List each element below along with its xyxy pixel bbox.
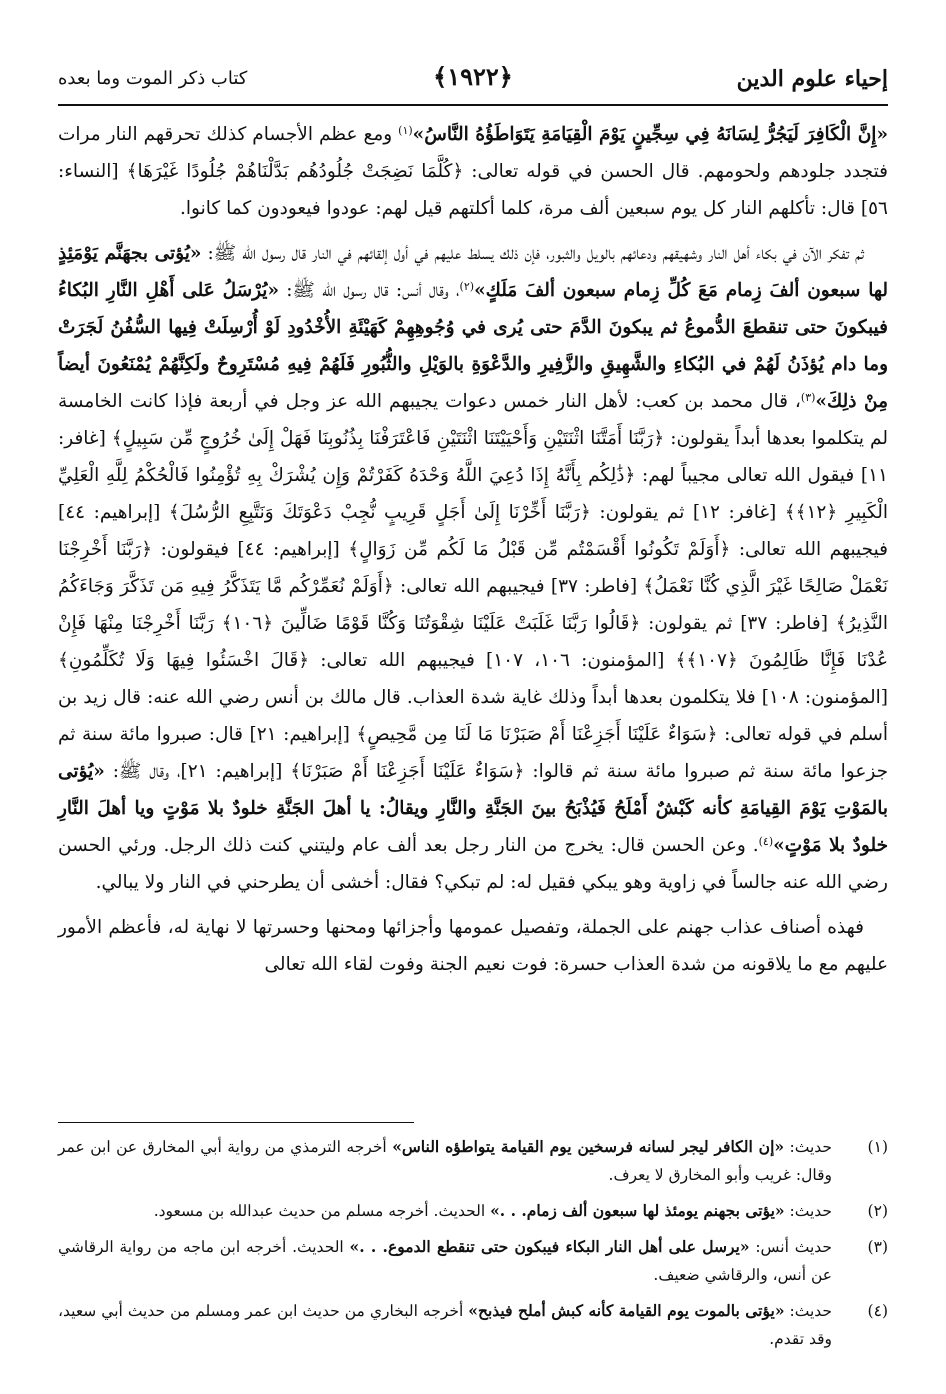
footnote [58,1297,888,1353]
footnote-ref: (٢) [459,280,475,293]
footnote-ref: (٣) [800,391,816,404]
text-run: الحديث. أخرجه مسلم من حديث عبدالله بن مسعود. [153,1202,491,1220]
text-run: حديث: [784,1138,832,1156]
footnote [58,1197,888,1225]
text-run: ومع عظم الأجسام كذلك تحرقهم النار مرات فتجدد جلودهم ولحومهم. قال الحسن في قوله تعالى: ﴿كُلَّمَا نَضِجَتْ جُلُودُهُم بَدَّلْنَاهُمْ جُلُودًا غَيْرَهَا﴾ [النساء: ٥٦] قال: تأكلهم النار كل يوم سبعين ألف مرة، كلما أكلتهم قيل لهم: عودوا فيعودون كما كانوا. [58,124,888,219]
hadith-quote: «يؤتى بجهنم يومئذ لها سبعون ألف زمام. . .» [490,1201,785,1220]
footnotes [58,1133,888,1361]
hadith-quote: «إِنَّ الْكَافِرَ لَيَجُرُّ لِسَانَهُ فِي سِجِّينٍ يَوْمَ الْقِيَامَةِ يَتَوَاطَؤُهُ النَّاسُ» [412,124,889,145]
footnote-number: (٤) [867,1302,888,1320]
text-run: حديث: [784,1202,832,1220]
book-title: إحياء علوم الدين [736,66,888,92]
footnote-number: (٣) [867,1238,888,1256]
text-run: ثم تفكر الآن في بكاء أهل النار وشهيقهم ودعائهم بالويل والثبور، فإن ذلك يسلط عليهم في أول إلقائهم في النار قال رسول الله ﷺ: [201,243,864,264]
header-divider [58,104,888,106]
footnote-divider [58,1122,414,1123]
text-run: حديث: [784,1302,832,1320]
text-run: . وعن الحسن قال: يخرج من النار رجل بعد ألف عام وليتني كنت ذلك الرجل. ورئي الحسن رضي الله عنه جالساً في زاوية وهو يبكي فقيل له: لم تبكي؟ فقال: أخشى أن يطرحني في النار ولا يبالي. [58,835,888,893]
text-run: ، قال محمد بن كعب: لأهل النار خمس دعوات يجيبهم الله عز وجل في أربعة فإذا كانت الخامسة لم يتكلموا بعدها أبداً يقولون: ﴿رَبَّنَا أَمَتَّنَا اثْنَتَيْنِ وَأَحْيَيْتَنَا اثْنَتَيْنِ فَاعْتَرَفْنَا بِذُنُوبِنَا فَهَلْ إِلَىٰ خُرُوجٍ مِّن سَبِيلٍ﴾ [غافر: ١١] فيقول الله تعالى مجيباً لهم: ﴿ذَٰلِكُم بِأَنَّهُ إِذَا دُعِيَ اللَّهُ وَحْدَهُ كَفَرْتُمْ وَإِن يُشْرَكْ بِهِ تُؤْمِنُوا فَالْحُكْمُ لِلَّهِ الْعَلِيِّ الْكَبِيرِ ﴿١٢﴾﴾ [غافر: ١٢] ثم يقولون: ﴿رَبَّنَا أَخِّرْنَا إِلَىٰ أَجَلٍ قَرِيبٍ نُّجِبْ دَعْوَتَكَ وَنَتَّبِعِ الرُّسُلَ﴾ [إبراهيم: ٤٤] فيجيبهم الله تعالى: ﴿أَوَلَمْ تَكُونُوا أَقْسَمْتُم مِّن قَبْلُ مَا لَكُم مِّن زَوَالٍ﴾ [إبراهيم: ٤٤] فيقولون: ﴿رَبَّنَا أَخْرِجْنَا نَعْمَلْ صَالِحًا غَيْرَ الَّذِي كُنَّا نَعْمَلُ﴾ [فاطر: ٣٧] فيجيبهم الله تعالى: ﴿أَوَلَمْ نُعَمِّرْكُم مَّا يَتَذَكَّرُ فِيهِ مَن تَذَكَّرَ وَجَاءَكُمُ النَّذِيرُ﴾ [فاطر: ٣٧] ثم يقولون: ﴿قَالُوا رَبَّنَا غَلَبَتْ عَلَيْنَا شِقْوَتُنَا وَكُنَّا قَوْمًا ضَالِّينَ ﴿١٠٦﴾ رَبَّنَا أَخْرِجْنَا مِنْهَا فَإِنْ عُدْنَا فَإِنَّا ظَالِمُونَ ﴿١٠٧﴾﴾ [المؤمنون: ١٠٦، ١٠٧] فيجيبهم الله تعالى: ﴿قَالَ اخْسَئُوا فِيهَا وَلَا تُكَلِّمُونِ﴾ [المؤمنون: ١٠٨] فلا يتكلمون بعدها أبداً وذلك غاية شدة العذاب. قال مالك بن أنس رضي الله عنه: قال زيد بن أسلم في قوله تعالى: ﴿سَوَاءٌ عَلَيْنَا أَجَزِعْنَا أَمْ صَبَرْنَا مَا لَنَا مِن مَّحِيصٍ﴾ [إبراهيم: ٢١] قال: صبروا مائة سنة ثم جزعوا مائة سنة ثم صبروا مائة سنة ثم قالوا: ﴿سَوَاءٌ عَلَيْنَا أَجَزِعْنَا أَمْ صَبَرْنَا﴾ [إبراهيم: ٢١]، وقال ﷺ: [58,391,889,782]
footnote [58,1233,888,1289]
text-run: ، وقال أنس: قال رسول الله ﷺ: [279,280,460,301]
footnote-ref: (١) [398,124,413,137]
paragraph [58,235,888,901]
hadith-quote: «يُرْسَلُ عَلى أَهْلِ النَّارِ البُكاءُ فيبكونَ حتى تنقطعَ الدُّموعُ ثم يبكونَ الدَّمَ حتى يُرى في وُجُوهِهِمْ كَهَيْئَةِ الأُخْدُودِ لَوْ أُرْسِلَتْ فِيها السُّفُنُ لَجَرَتْ وما دام يُؤذَنُ لَهُمْ في البُكاءِ والشَّهِيقِ والزَّفِيرِ والدَّعْوَةِ بالوَيْلِ والثُّبُورِ فَلَهُمْ فِيهِ مُسْتَرِوحٌ ولَكِنَّهُمْ يُمْنَعُونَ أيضاً مِنْ ذلِكَ» [58,280,888,412]
footnote [58,1133,888,1189]
paragraph [58,909,888,983]
text-run: أخرجه البخاري من حديث ابن عمر ومسلم من حديث أبي سعيد، وقد تقدم. [58,1302,832,1348]
page-header [58,60,888,100]
text-run: الحديث. أخرجه ابن ماجه من رواية الرقاشي عن أنس، والرقاشي ضعيف. [58,1238,832,1284]
hadith-quote: «يُؤتى بجهَنَّم يَوْمَئِذٍ لها سبعون ألفَ زِمام مَعَ كُلِّ زِمام سبعون ألفَ مَلَكٍ» [58,243,888,301]
paragraph [58,116,888,227]
hadith-quote: «إن الكافر ليجر لسانه فرسخين يوم القيامة يتواطؤه الناس» [392,1137,785,1156]
text-run: حديث أنس: [749,1238,832,1256]
hadith-quote: «يرسل على أهل النار البكاء فيبكون حتى تنقطع الدموع. . .» [349,1237,750,1256]
text-run: فهذه أصناف عذاب جهنم على الجملة، وتفصيل عمومها وأجزائها ومحنها وحسرتها لا نهاية له، فأعظم الأمور عليهم مع ما يلاقونه من شدة العذاب حسرة: فوت نعيم الجنة وفوت لقاء الله تعالى [58,917,888,975]
footnote-ref: (٤) [758,835,774,848]
chapter-title: كتاب ذكر الموت وما بعده [58,68,248,89]
page-number: ﴿١٩٢٢﴾ [433,62,513,91]
main-text [58,116,888,983]
footnote-number: (١) [867,1138,888,1156]
text-run: أخرجه الترمذي من رواية أبي المخارق عن ابن عمر وقال: غريب وأبو المخارق لا يعرف. [58,1138,832,1184]
footnote-number: (٢) [867,1202,888,1220]
hadith-quote: «يُؤتى بالمَوْتِ يَوْمَ القِيامَةِ كأنه كَبْشٌ أَمْلَحُ فَيُذْبَحُ بينَ الجَنَّةِ والنَّارِ ويقالُ: يا أهلَ الجَنَّةِ خلودٌ بلا مَوْتٍ ويا أهلَ النَّارِ خلودٌ بلا مَوْتٍ» [58,761,889,856]
hadith-quote: «يؤتى بالموت يوم القيامة كأنه كبش أملح فيذبح» [468,1301,785,1320]
